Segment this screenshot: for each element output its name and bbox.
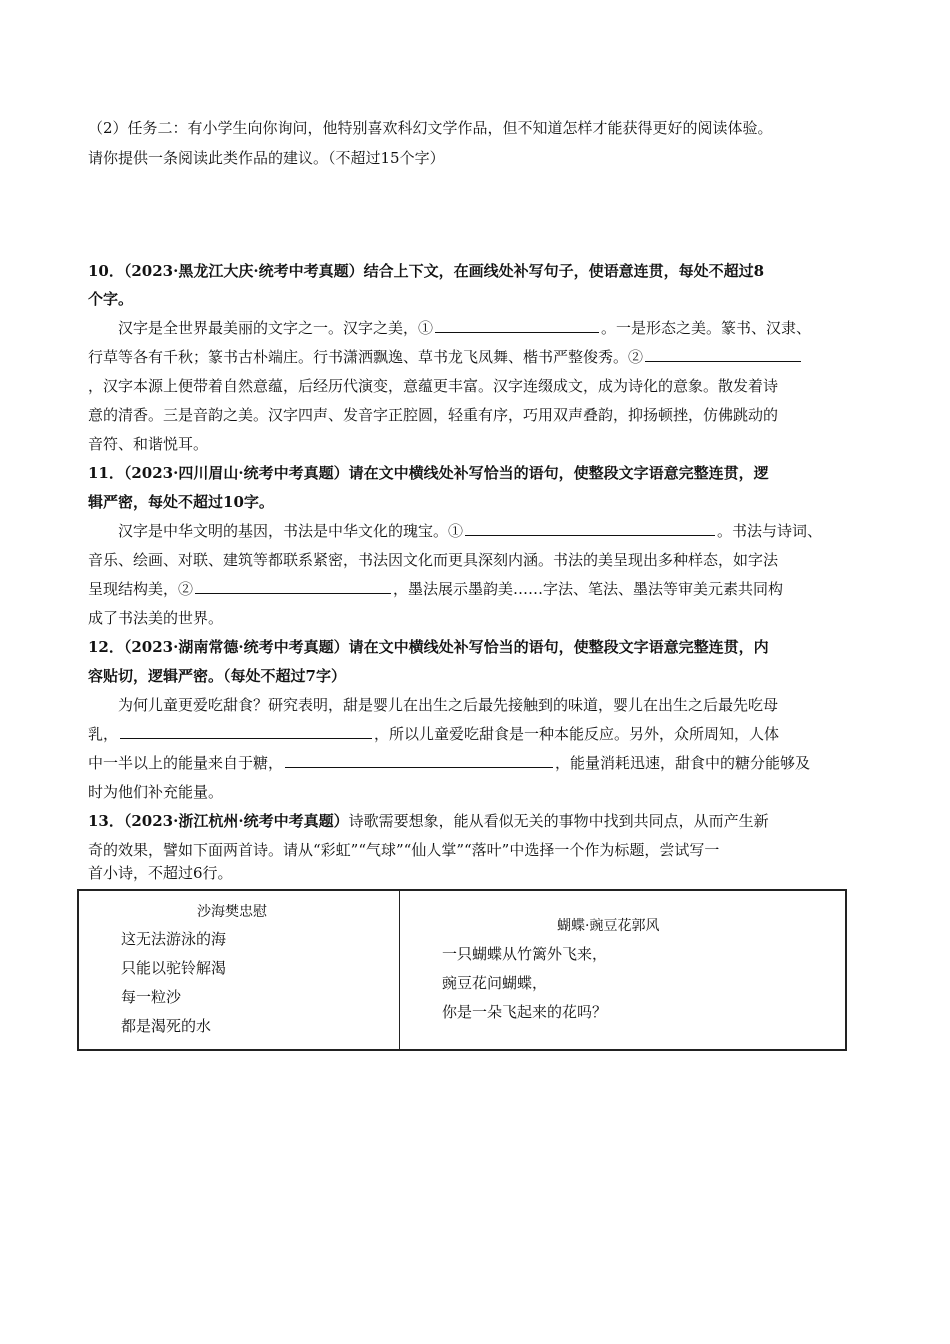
q12-paragraph-line4: 时为他们补充能量。 <box>88 783 224 801</box>
q11-text-b: 。书法与诗词、 <box>717 522 823 540</box>
poem-right-line: 你是一朵飞起来的花吗？ <box>442 1003 608 1021</box>
q12-paragraph-line1: 为何儿童更爱吃甜食？研究表明，甜是婴儿在出生之后最先接触到的味道，婴儿在出生之后最先吃母 <box>118 696 779 714</box>
poem-right-title: 蝴蝶·豌豆花郭风 <box>557 918 660 934</box>
q11-paragraph-line2: 音乐、绘画、对联、建筑等都联系紧密，书法因文化而更具深刻内涵。书法的美呈现出多种样态，如字法 <box>88 551 779 569</box>
q11-paragraph-line4: 成了书法美的世界。 <box>88 609 224 627</box>
q13-line3: 首小诗，不超过6行。 <box>88 864 233 882</box>
task2-line1: （2）任务二：有小学生向你询问，他特别喜欢科幻文学作品，但不知道怎样才能获得更好的阅读体验。 <box>88 119 773 137</box>
q12-text-c: ，所以儿童爱吃甜食是一种本能反应。另外，众所周知，人体 <box>374 725 780 743</box>
q13-line1 <box>88 806 858 836</box>
poem-left-line: 这无法游泳的海 <box>121 930 227 948</box>
poem-left-line: 只能以驼铃解渴 <box>121 959 227 977</box>
q11-heading-line2: 辑严密，每处不超过10字。 <box>88 493 274 511</box>
q10-text-c: 行草等各有千秋；篆书古朴端庄。行书潇洒飘逸、草书龙飞凤舞、楷书严整俊秀。② <box>88 348 644 366</box>
q10-text-a: 汉字是全世界最美丽的文字之一。汉字之美，① <box>118 319 434 337</box>
poem-right-line: 豌豆花问蝴蝶， <box>442 974 548 992</box>
q10-paragraph-line4: 意的清香。三是音韵之美。汉字四声、发音字正腔圆，轻重有序，巧用双声叠韵，抑扬顿挫，仿佛跳动的 <box>88 406 779 424</box>
q12-blank-2[interactable] <box>285 748 553 768</box>
q11-text-d: 呈现结构美，② <box>88 580 194 598</box>
q12-text-e: ，能量消耗迅速，甜食中的糖分能够及 <box>555 754 811 772</box>
q10-blank-1[interactable] <box>435 313 599 333</box>
q10-heading-line2: 个字。 <box>88 290 134 308</box>
poem-left-line: 都是渴死的水 <box>121 1017 212 1035</box>
poem-left-cell <box>78 890 400 1050</box>
q11-blank-2[interactable] <box>195 574 391 594</box>
poems-table <box>77 889 847 1051</box>
q11-blank-1[interactable] <box>465 516 715 536</box>
q11-paragraph-line3 <box>88 574 858 604</box>
q12-paragraph-line2 <box>88 719 858 749</box>
q11-text-a: 汉字是中华文明的基因，书法是中华文化的瑰宝。① <box>118 522 464 540</box>
q12-text-d: 中一半以上的能量来自于糖， <box>88 754 284 772</box>
q12-paragraph-line3 <box>88 748 858 778</box>
poem-right-cell <box>400 890 847 1050</box>
q12-heading-line1: 12．（2023·湖南常德·统考中考真题）请在文中横线处补写恰当的语句，使整段文字语意完整连贯，内 <box>88 638 769 656</box>
q10-paragraph-line3: ，汉字本源上便带着自然意蕴，后经历代演变，意蕴更丰富。汉字连缀成文，成为诗化的意象。散发着诗 <box>88 377 779 395</box>
q11-heading-line1: 11．（2023·四川眉山·统考中考真题）请在文中横线处补写恰当的语句，使整段文字语意完整连贯，逻 <box>88 464 769 482</box>
q12-blank-1[interactable] <box>120 719 372 739</box>
q12-heading-line2: 容贴切，逻辑严密。（每处不超过7字） <box>88 667 346 685</box>
poem-right-line: 一只蝴蝶从竹篱外飞来， <box>442 945 608 963</box>
q10-paragraph-line2 <box>88 342 858 372</box>
q10-paragraph-line1 <box>88 313 858 343</box>
poem-left-title: 沙海樊忠慰 <box>197 904 267 920</box>
q13-heading-rest: 诗歌需要想象，能从看似无关的事物中找到共同点，从而产生新 <box>348 812 769 830</box>
q12-text-b: 乳， <box>88 725 119 743</box>
q10-text-b: 。一是形态之美。篆书、汉隶、 <box>601 319 812 337</box>
q10-paragraph-line5: 音符、和谐悦耳。 <box>88 435 209 453</box>
q13-line2: 奇的效果，譬如下面两首诗。请从“彩虹”“气球”“仙人掌”“落叶”中选择一个作为标题，尝试写一 <box>88 841 720 859</box>
q11-text-e: ，墨法展示墨韵美……字法、笔法、墨法等审美元素共同构 <box>393 580 784 598</box>
poem-left-line: 每一粒沙 <box>121 988 182 1006</box>
task2-line2: 请你提供一条阅读此类作品的建议。（不超过15个字） <box>88 149 445 167</box>
q11-paragraph-line1 <box>88 516 858 546</box>
q13-heading: 13．（2023·浙江杭州·统考中考真题） <box>88 812 349 830</box>
q10-blank-2[interactable] <box>645 342 801 362</box>
q10-heading-line1: 10．（2023·黑龙江大庆·统考中考真题）结合上下文，在画线处补写句子，使语意连贯，每处不超过8 <box>88 262 765 280</box>
